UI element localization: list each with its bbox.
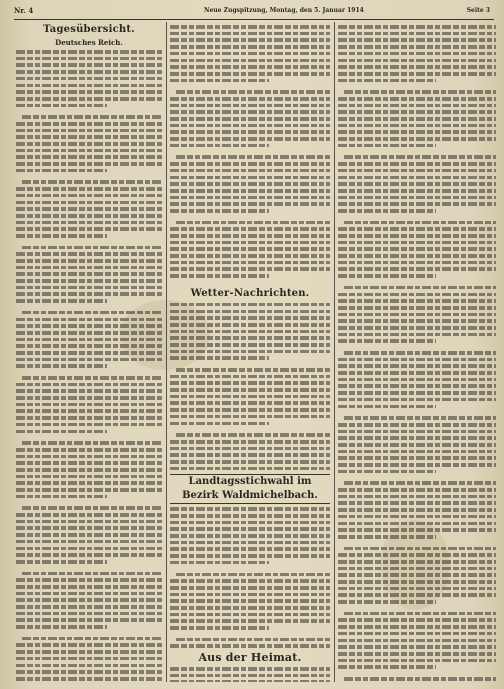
text-line bbox=[16, 149, 162, 153]
text-line bbox=[170, 209, 269, 213]
text-line bbox=[16, 221, 162, 225]
text-line bbox=[338, 313, 496, 317]
text-line bbox=[338, 567, 496, 571]
text-line bbox=[16, 598, 162, 602]
text-line bbox=[338, 293, 496, 297]
text-line bbox=[22, 246, 162, 250]
text-line bbox=[338, 450, 496, 454]
text-line bbox=[170, 261, 330, 265]
text-line bbox=[344, 481, 496, 485]
text-line bbox=[338, 97, 496, 101]
text-line bbox=[16, 533, 162, 537]
text-line bbox=[338, 528, 496, 532]
text-line bbox=[170, 586, 330, 590]
text-line bbox=[22, 311, 162, 315]
text-line bbox=[16, 299, 107, 303]
text-line bbox=[170, 356, 269, 360]
text-line bbox=[338, 196, 496, 200]
text-line bbox=[170, 144, 269, 148]
text-line bbox=[338, 162, 496, 166]
text-line bbox=[170, 310, 330, 314]
text-line bbox=[16, 318, 162, 322]
text-line bbox=[338, 189, 496, 193]
column-divider bbox=[334, 22, 335, 682]
text-line bbox=[170, 59, 330, 63]
text-line bbox=[16, 664, 162, 668]
newspaper-name: Neue Zugspitzung, Montag, den 5. Januar 1914 bbox=[204, 7, 364, 14]
text-line bbox=[338, 652, 496, 656]
text-line bbox=[16, 70, 162, 74]
text-line bbox=[16, 142, 162, 146]
text-line bbox=[16, 122, 162, 126]
text-line bbox=[338, 659, 496, 663]
text-line bbox=[170, 234, 330, 238]
text-line bbox=[338, 488, 496, 492]
text-line bbox=[170, 440, 330, 444]
text-line bbox=[22, 376, 162, 380]
text-line bbox=[338, 247, 496, 251]
text-line bbox=[16, 423, 162, 427]
text-line bbox=[16, 403, 162, 407]
article-body bbox=[16, 50, 162, 682]
text-line bbox=[176, 638, 330, 642]
text-line bbox=[170, 202, 330, 206]
text-line bbox=[170, 25, 330, 29]
text-line bbox=[16, 57, 162, 61]
text-line bbox=[338, 535, 436, 539]
text-line bbox=[16, 286, 162, 290]
text-line bbox=[16, 612, 162, 616]
text-line bbox=[170, 104, 330, 108]
text-line bbox=[16, 84, 162, 88]
text-line bbox=[338, 182, 496, 186]
text-line bbox=[16, 129, 162, 133]
text-line bbox=[16, 520, 162, 524]
text-line bbox=[170, 176, 330, 180]
text-line bbox=[170, 254, 330, 258]
text-line bbox=[338, 117, 496, 121]
text-line bbox=[170, 547, 330, 551]
page-number: Nr. 4 bbox=[14, 6, 34, 15]
text-line bbox=[16, 227, 162, 231]
text-line bbox=[16, 495, 107, 499]
text-line bbox=[338, 137, 496, 141]
text-line bbox=[170, 117, 330, 121]
text-line bbox=[16, 625, 107, 629]
text-line bbox=[338, 560, 496, 564]
text-line bbox=[170, 460, 330, 464]
column-2 bbox=[170, 22, 330, 682]
text-line bbox=[338, 553, 496, 557]
text-line bbox=[338, 79, 436, 83]
text-line bbox=[338, 618, 496, 622]
article-body bbox=[170, 25, 330, 283]
text-line bbox=[338, 587, 496, 591]
text-line bbox=[16, 416, 162, 420]
text-line bbox=[338, 639, 496, 643]
text-line bbox=[16, 104, 107, 108]
page-header bbox=[14, 3, 494, 19]
text-line bbox=[22, 637, 162, 641]
text-line bbox=[338, 25, 496, 29]
text-line bbox=[338, 391, 496, 395]
text-line bbox=[338, 436, 496, 440]
section-title-overview: Tagesübersicht. bbox=[43, 24, 135, 35]
text-line bbox=[16, 657, 162, 661]
text-line bbox=[170, 644, 330, 648]
text-line bbox=[170, 137, 330, 141]
text-line bbox=[338, 144, 436, 148]
text-line bbox=[176, 573, 330, 577]
text-line bbox=[170, 189, 330, 193]
text-line bbox=[16, 585, 162, 589]
text-line bbox=[338, 32, 496, 36]
text-line bbox=[170, 375, 330, 379]
text-line bbox=[170, 527, 330, 531]
text-line bbox=[344, 221, 496, 225]
text-line bbox=[170, 619, 330, 623]
text-line bbox=[338, 65, 496, 69]
text-line bbox=[16, 194, 162, 198]
text-line bbox=[338, 124, 496, 128]
column-divider bbox=[166, 22, 167, 682]
text-line bbox=[344, 677, 496, 681]
text-line bbox=[170, 72, 330, 76]
text-line bbox=[16, 351, 162, 355]
text-line bbox=[338, 515, 496, 519]
text-line bbox=[170, 408, 330, 412]
text-line bbox=[170, 541, 330, 545]
text-line bbox=[170, 579, 330, 583]
text-line bbox=[16, 383, 162, 387]
text-line bbox=[170, 32, 330, 36]
text-line bbox=[170, 674, 330, 678]
text-line bbox=[16, 90, 162, 94]
text-line bbox=[16, 77, 162, 81]
home-body bbox=[170, 667, 330, 682]
text-line bbox=[170, 467, 330, 471]
text-line bbox=[338, 593, 496, 597]
text-line bbox=[16, 540, 162, 544]
text-line bbox=[338, 72, 496, 76]
text-line bbox=[338, 45, 496, 49]
text-line bbox=[170, 227, 330, 231]
text-line bbox=[16, 592, 162, 596]
text-line bbox=[16, 358, 162, 362]
column-1 bbox=[16, 22, 162, 682]
text-line bbox=[338, 333, 496, 337]
text-line bbox=[170, 415, 330, 419]
text-line bbox=[16, 187, 162, 191]
text-line bbox=[176, 221, 330, 225]
text-line bbox=[16, 605, 162, 609]
text-line bbox=[338, 358, 496, 362]
text-line bbox=[16, 266, 162, 270]
text-line bbox=[338, 59, 496, 63]
text-line bbox=[338, 176, 496, 180]
text-line bbox=[170, 521, 330, 525]
text-line bbox=[338, 326, 496, 330]
text-line bbox=[16, 214, 162, 218]
text-line bbox=[16, 201, 162, 205]
text-line bbox=[170, 38, 330, 42]
text-line bbox=[16, 526, 162, 530]
text-line bbox=[170, 534, 330, 538]
text-line bbox=[338, 463, 496, 467]
section-subtitle-reich: Deutsches Reich. bbox=[55, 38, 123, 47]
text-line bbox=[344, 612, 496, 616]
text-line bbox=[338, 104, 496, 108]
text-line bbox=[176, 155, 330, 159]
text-line bbox=[16, 461, 162, 465]
text-line bbox=[16, 650, 162, 654]
text-line bbox=[16, 135, 162, 139]
text-line bbox=[170, 613, 330, 617]
weather-heading: Wetter-Nachrichten. bbox=[190, 287, 310, 299]
text-line bbox=[16, 324, 162, 328]
text-line bbox=[338, 52, 496, 56]
text-line bbox=[170, 395, 330, 399]
text-line bbox=[22, 115, 162, 119]
text-line bbox=[338, 319, 496, 323]
text-line bbox=[16, 331, 162, 335]
text-line bbox=[22, 506, 162, 510]
text-line bbox=[338, 580, 496, 584]
text-line bbox=[176, 90, 330, 94]
text-line bbox=[338, 632, 496, 636]
text-line bbox=[338, 665, 436, 669]
text-line bbox=[170, 447, 330, 451]
text-line bbox=[170, 45, 330, 49]
text-line bbox=[170, 507, 330, 511]
text-line bbox=[338, 470, 436, 474]
text-line bbox=[16, 481, 162, 485]
text-line bbox=[170, 52, 330, 56]
text-line bbox=[16, 643, 162, 647]
text-line bbox=[170, 162, 330, 166]
header-rule bbox=[14, 19, 494, 20]
text-line bbox=[16, 207, 162, 211]
text-line bbox=[22, 180, 162, 184]
page-label: Seite 3 bbox=[466, 7, 490, 14]
text-line bbox=[338, 405, 436, 409]
text-line bbox=[16, 547, 162, 551]
text-line bbox=[170, 316, 330, 320]
text-line bbox=[170, 336, 330, 340]
text-line bbox=[170, 130, 330, 134]
text-line bbox=[16, 155, 162, 159]
text-line bbox=[338, 522, 496, 526]
text-line bbox=[338, 371, 496, 375]
text-line bbox=[338, 600, 436, 604]
text-line bbox=[16, 389, 162, 393]
text-line bbox=[16, 430, 107, 434]
text-line bbox=[338, 501, 496, 505]
text-line bbox=[338, 430, 496, 434]
text-line bbox=[170, 514, 330, 518]
text-line bbox=[170, 182, 330, 186]
text-line bbox=[170, 381, 330, 385]
text-line bbox=[170, 453, 330, 457]
text-line bbox=[170, 247, 330, 251]
text-line bbox=[16, 455, 162, 459]
text-line bbox=[338, 306, 496, 310]
text-line bbox=[16, 252, 162, 256]
text-line bbox=[338, 443, 496, 447]
text-line bbox=[338, 508, 496, 512]
text-line bbox=[16, 488, 162, 492]
text-line bbox=[16, 618, 162, 622]
text-line bbox=[16, 468, 162, 472]
text-line bbox=[338, 339, 436, 343]
text-line bbox=[338, 110, 496, 114]
text-line bbox=[16, 553, 162, 557]
text-line bbox=[344, 547, 496, 551]
text-line bbox=[16, 338, 162, 342]
election-body bbox=[170, 507, 330, 648]
text-line bbox=[22, 572, 162, 576]
text-line bbox=[338, 495, 496, 499]
text-line bbox=[170, 274, 269, 278]
text-line bbox=[16, 578, 162, 582]
text-line bbox=[338, 299, 496, 303]
text-line bbox=[170, 196, 330, 200]
text-line bbox=[16, 560, 107, 564]
text-line bbox=[170, 97, 330, 101]
text-line bbox=[176, 433, 330, 437]
text-line bbox=[170, 606, 330, 610]
column-3 bbox=[338, 22, 496, 682]
text-line bbox=[338, 241, 496, 245]
text-line bbox=[170, 626, 269, 630]
text-line bbox=[170, 303, 330, 307]
text-line bbox=[170, 65, 330, 69]
text-line bbox=[16, 50, 162, 54]
text-line bbox=[16, 448, 162, 452]
text-line bbox=[344, 286, 496, 290]
text-line bbox=[16, 272, 162, 276]
text-line bbox=[338, 254, 496, 258]
text-line bbox=[170, 343, 330, 347]
text-line bbox=[338, 456, 496, 460]
text-line bbox=[16, 292, 162, 296]
text-line bbox=[170, 593, 330, 597]
text-line bbox=[16, 364, 107, 368]
text-line bbox=[170, 599, 330, 603]
text-line bbox=[344, 90, 496, 94]
election-heading: Landtagsstichwahl im Bezirk Waldmichelbach. bbox=[170, 474, 330, 504]
text-line bbox=[170, 422, 269, 426]
text-line bbox=[338, 267, 496, 271]
text-line bbox=[338, 625, 496, 629]
text-line bbox=[22, 441, 162, 445]
text-line bbox=[338, 38, 496, 42]
text-line bbox=[176, 368, 330, 372]
text-line bbox=[338, 169, 496, 173]
text-line bbox=[170, 680, 330, 682]
text-line bbox=[344, 155, 496, 159]
text-line bbox=[338, 274, 436, 278]
text-line bbox=[338, 202, 496, 206]
text-line bbox=[338, 227, 496, 231]
text-line bbox=[338, 384, 496, 388]
text-line bbox=[16, 63, 162, 67]
text-line bbox=[170, 350, 330, 354]
text-line bbox=[338, 130, 496, 134]
text-line bbox=[170, 323, 330, 327]
text-line bbox=[16, 162, 162, 166]
text-line bbox=[16, 169, 107, 173]
text-line bbox=[338, 234, 496, 238]
text-line bbox=[170, 110, 330, 114]
text-line bbox=[344, 351, 496, 355]
text-line bbox=[16, 409, 162, 413]
text-line bbox=[16, 513, 162, 517]
text-line bbox=[16, 677, 162, 681]
weather-body bbox=[170, 303, 330, 470]
text-line bbox=[170, 169, 330, 173]
text-line bbox=[170, 124, 330, 128]
text-line bbox=[16, 234, 107, 238]
text-line bbox=[170, 401, 330, 405]
text-line bbox=[170, 267, 330, 271]
text-line bbox=[344, 416, 496, 420]
text-line bbox=[338, 398, 496, 402]
text-line bbox=[338, 261, 496, 265]
text-line bbox=[16, 396, 162, 400]
text-line bbox=[16, 279, 162, 283]
text-line bbox=[338, 364, 496, 368]
text-line bbox=[170, 79, 269, 83]
text-line bbox=[16, 475, 162, 479]
text-line bbox=[16, 97, 162, 101]
text-line bbox=[170, 561, 269, 565]
text-line bbox=[170, 388, 330, 392]
text-line bbox=[16, 344, 162, 348]
text-line bbox=[16, 670, 162, 674]
home-heading: Aus der Heimat. bbox=[198, 651, 302, 664]
text-line bbox=[338, 209, 436, 213]
text-line bbox=[16, 259, 162, 263]
article-body bbox=[338, 25, 496, 682]
text-line bbox=[338, 378, 496, 382]
issue-date: Montag, den 5. Januar 1914 bbox=[269, 7, 364, 14]
text-line bbox=[170, 667, 330, 671]
text-line bbox=[338, 423, 496, 427]
text-line bbox=[338, 645, 496, 649]
text-line bbox=[338, 573, 496, 577]
text-line bbox=[170, 330, 330, 334]
text-line bbox=[170, 554, 330, 558]
text-line bbox=[170, 241, 330, 245]
